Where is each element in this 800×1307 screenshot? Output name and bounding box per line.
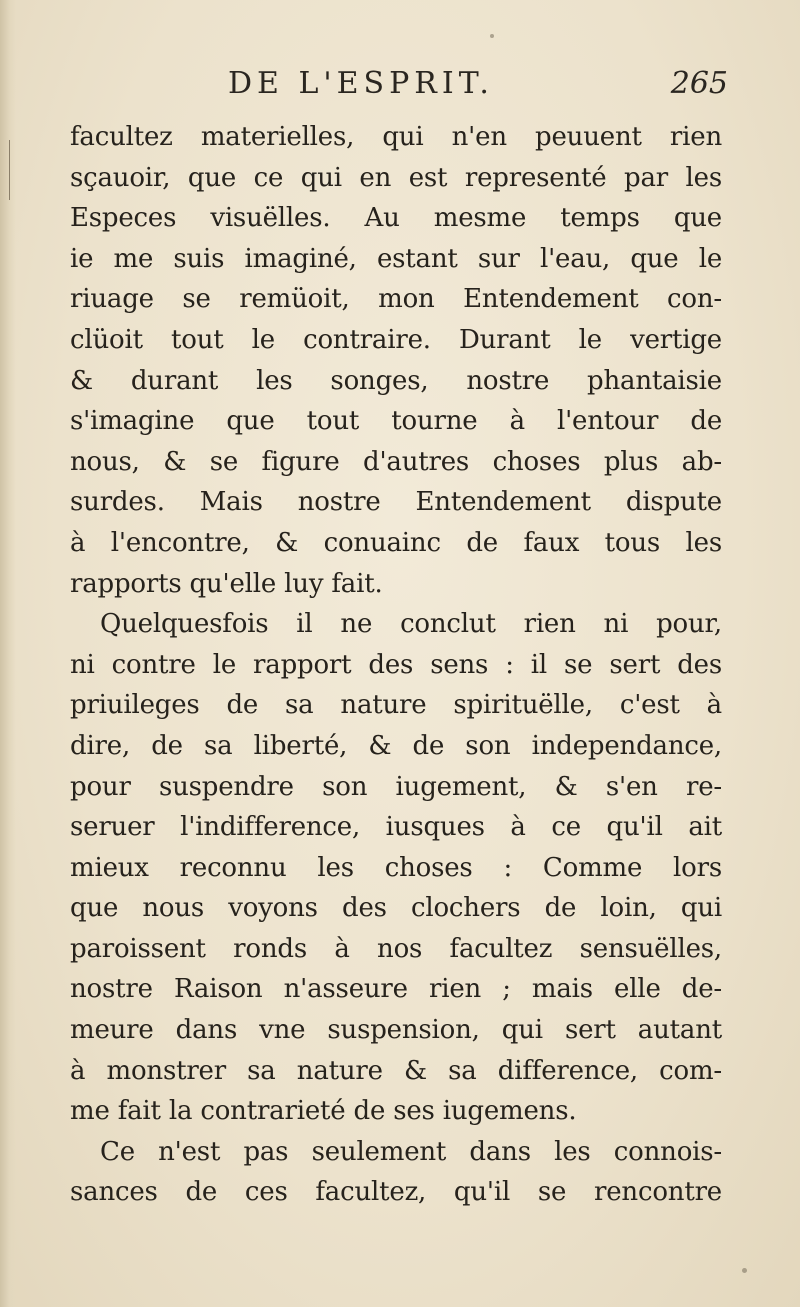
- text-line: nous, & se figure d'autres choses plus ab-: [70, 446, 722, 477]
- page-gutter-shadow: [0, 0, 16, 1307]
- text-line: à l'encontre, & conuainc de faux tous les: [70, 527, 722, 558]
- text-line: sances de ces facultez, qu'il se rencontre: [70, 1177, 722, 1208]
- text-line: facultez materielles, qui n'en peuuent rien: [70, 122, 722, 152]
- text-line: ni contre le rapport des sens : il se sert des: [70, 649, 722, 680]
- paragraph-end-line: me fait la contrarieté de ses iugemens.: [70, 1096, 577, 1127]
- text-line: que nous voyons des clochers de loin, qui: [70, 893, 722, 924]
- text-line: mieux reconnu les choses : Comme lors: [70, 852, 722, 883]
- gutter-mark: [9, 140, 10, 200]
- paper-speck: [490, 34, 494, 38]
- paragraph-start-line: Ce n'est pas seulement dans les connois-: [100, 1136, 722, 1167]
- text-line: surdes. Mais nostre Entendement dispute: [70, 487, 722, 518]
- text-line: clüoit tout le contraire. Durant le vertige: [70, 324, 722, 355]
- text-line: pour suspendre son iugement, & s'en re-: [70, 771, 722, 802]
- text-line: ie me suis imaginé, estant sur l'eau, que le: [70, 243, 722, 274]
- text-line: nostre Raison n'asseure rien ; mais elle de-: [70, 974, 722, 1005]
- body-text: [70, 117, 722, 1213]
- text-line: s'imagine que tout tourne à l'entour de: [70, 406, 722, 437]
- text-line: priuileges de sa nature spirituëlle, c'est à: [70, 690, 722, 721]
- text-line: Especes visuëlles. Au mesme temps que: [70, 203, 722, 234]
- page-number: 265: [670, 66, 728, 101]
- paragraph-end-line: rapports qu'elle luy fait.: [70, 568, 383, 599]
- running-title: DE L'ESPRIT.: [228, 66, 494, 101]
- page-header: [0, 66, 800, 116]
- text-line: & durant les songes, nostre phantaisie: [70, 365, 722, 396]
- text-line: riuage se remüoit, mon Entendement con-: [70, 284, 722, 315]
- text-line: meure dans vne suspension, qui sert autant: [70, 1015, 722, 1046]
- text-line: dire, de sa liberté, & de son independance,: [70, 730, 722, 761]
- text-line: à monstrer sa nature & sa difference, com-: [70, 1055, 722, 1086]
- text-line: sçauoir, que ce qui en est representé par les: [70, 162, 722, 193]
- text-line: paroissent ronds à nos facultez sensuëlles,: [70, 933, 722, 964]
- text-line: seruer l'indifference, iusques à ce qu'il ait: [70, 812, 722, 843]
- paragraph-start-line: Quelquesfois il ne conclut rien ni pour,: [100, 609, 722, 640]
- paper-speck: [742, 1268, 747, 1273]
